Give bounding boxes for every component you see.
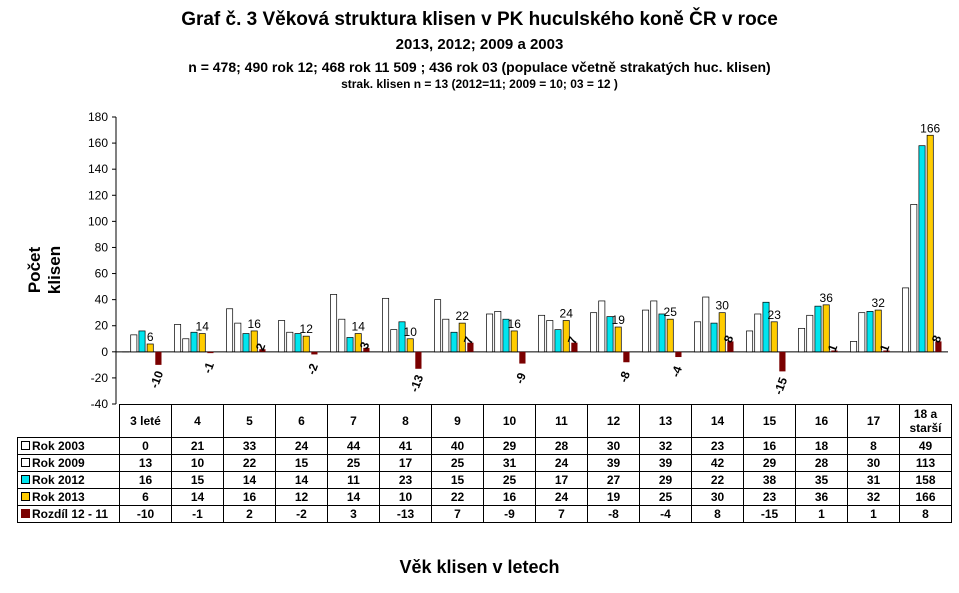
table-cell: 3	[328, 506, 380, 523]
table-row	[18, 506, 952, 523]
data-label-diff: 8	[928, 333, 945, 345]
data-label-2013: 30	[715, 298, 729, 313]
data-label-diff: 7	[564, 334, 581, 346]
bar-rok-2012-10	[659, 314, 665, 352]
data-label-diff: 1	[824, 342, 841, 354]
table-cell: 14	[224, 472, 276, 489]
bar-rozd-l-12-11-7	[519, 352, 525, 364]
table-cell: 8	[900, 506, 952, 523]
table-cell: 41	[380, 438, 432, 455]
table-cell: -8	[588, 506, 640, 523]
y-tick-label: 180	[87, 110, 108, 124]
table-col-header: 11	[536, 405, 588, 438]
table-cell: 39	[588, 455, 640, 472]
table-cell: -10	[120, 506, 172, 523]
data-label-diff: -9	[512, 370, 530, 386]
bar-rok-2003-11	[695, 322, 701, 352]
bar-rok-2003-4	[331, 294, 337, 351]
table-row	[18, 472, 952, 489]
bar-rok-2013-0	[147, 344, 153, 352]
bar-rok-2012-8	[555, 330, 561, 352]
table-cell: 14	[328, 489, 380, 506]
bar-rok-2009-9	[599, 301, 605, 352]
table-cell: 18	[796, 438, 848, 455]
table-cell: 166	[900, 489, 952, 506]
bar-rok-2003-3	[279, 321, 285, 352]
legend-label: Rok 2009	[32, 456, 85, 470]
table-row-label	[18, 506, 120, 523]
table-cell: 12	[276, 489, 328, 506]
table-cell: 32	[848, 489, 900, 506]
bar-rok-2009-6	[443, 319, 449, 352]
y-tick-label: 60	[94, 266, 108, 281]
table-cell: 2	[224, 506, 276, 523]
table-cell: 15	[432, 472, 484, 489]
table-cell: 17	[536, 472, 588, 489]
table-cell: 33	[224, 438, 276, 455]
bar-rok-2009-4	[339, 319, 345, 352]
table-cell: 32	[640, 438, 692, 455]
table-cell: 28	[796, 455, 848, 472]
table-row-label	[18, 438, 120, 455]
data-label-diff: -4	[668, 364, 686, 380]
table-cell: 40	[432, 438, 484, 455]
table-cell: 1	[796, 506, 848, 523]
bar-rok-2009-1	[183, 339, 189, 352]
data-label-2013: 166	[920, 121, 941, 136]
bar-rok-2003-7	[487, 314, 493, 352]
table-cell: 30	[692, 489, 744, 506]
data-label-diff: 8	[720, 333, 737, 345]
table-cell: 31	[484, 455, 536, 472]
table-cell: -1	[172, 506, 224, 523]
table-cell: 23	[744, 489, 796, 506]
bar-rok-2013-11	[719, 313, 725, 352]
bar-rok-2012-0	[139, 331, 145, 352]
bar-rozd-l-12-11-1	[207, 352, 213, 353]
bar-rok-2009-10	[651, 301, 657, 352]
data-label-diff: 2	[252, 341, 269, 353]
table-row-label	[18, 472, 120, 489]
bar-rok-2009-7	[495, 311, 501, 351]
y-tick-label: -40	[90, 397, 108, 411]
table-cell: 113	[900, 455, 952, 472]
table-col-header: 4	[172, 405, 224, 438]
table-cell: -2	[276, 506, 328, 523]
table-cell: 35	[796, 472, 848, 489]
table-cell: 8	[692, 506, 744, 523]
data-label-diff: -8	[616, 369, 634, 385]
data-label-diff: -13	[407, 372, 427, 394]
table-cell: 25	[640, 489, 692, 506]
table-row	[18, 489, 952, 506]
table-cell: 22	[432, 489, 484, 506]
bar-rok-2013-15	[927, 135, 933, 352]
legend-swatch	[21, 475, 30, 484]
table-col-header: 14	[692, 405, 744, 438]
table-col-header: 5	[224, 405, 276, 438]
bar-rok-2009-3	[287, 332, 293, 352]
bar-rozd-l-12-11-12	[779, 352, 785, 372]
table-cell: -9	[484, 506, 536, 523]
table-cell: 17	[380, 455, 432, 472]
table-cell: 25	[484, 472, 536, 489]
table-col-header: 17	[848, 405, 900, 438]
table-cell: 25	[328, 455, 380, 472]
table-cell: 24	[536, 455, 588, 472]
table-col-header: 15	[744, 405, 796, 438]
table-cell: 19	[588, 489, 640, 506]
y-tick-label: 20	[94, 318, 108, 333]
y-tick-label: 140	[87, 162, 108, 177]
table-cell: 28	[536, 438, 588, 455]
bar-rok-2009-12	[755, 314, 761, 352]
chart-title-line1: Graf č. 3 Věková struktura klisen v PK huculského koně ČR v roce	[181, 9, 778, 30]
data-label-2013: 16	[507, 316, 521, 331]
bar-rok-2003-12	[747, 331, 753, 352]
table-cell: 10	[380, 489, 432, 506]
bar-rok-2013-7	[511, 331, 517, 352]
table-cell: 16	[120, 472, 172, 489]
bar-rok-2003-5	[383, 298, 389, 351]
table-cell: 44	[328, 438, 380, 455]
legend-swatch	[21, 441, 30, 450]
bar-rok-2003-15	[903, 288, 909, 352]
bar-rok-2013-9	[615, 327, 621, 352]
data-label-diff: 7	[460, 334, 477, 346]
bar-rok-2012-11	[711, 323, 717, 352]
bar-rok-2003-9	[591, 313, 597, 352]
table-corner	[18, 405, 120, 438]
table-col-header: 8	[380, 405, 432, 438]
table-cell: 7	[536, 506, 588, 523]
bar-rozd-l-12-11-10	[675, 352, 681, 357]
legend-swatch	[21, 458, 30, 467]
data-table	[17, 404, 952, 523]
table-cell: 39	[640, 455, 692, 472]
table-cell: 36	[796, 489, 848, 506]
table-cell: 13	[120, 455, 172, 472]
table-col-header: 18 a starší	[900, 405, 952, 438]
y-tick-label: -20	[90, 370, 108, 385]
table-cell: 29	[484, 438, 536, 455]
table-col-header: 13	[640, 405, 692, 438]
data-label-2013: 14	[195, 319, 209, 334]
bar-rok-2013-1	[199, 334, 205, 352]
table-cell: 15	[172, 472, 224, 489]
table-cell: 16	[224, 489, 276, 506]
bar-rok-2003-2	[227, 309, 233, 352]
legend-swatch	[21, 492, 30, 501]
table-cell: 42	[692, 455, 744, 472]
chart-subtitle-line1: n = 478; 490 rok 12; 468 rok 11 509 ; 436 rok 03 (populace včetně strakatých huc. klisen)	[188, 59, 771, 75]
table-cell: -13	[380, 506, 432, 523]
data-label-2013: 25	[663, 305, 677, 320]
bar-rok-2003-13	[799, 328, 805, 351]
bar-rok-2009-2	[235, 323, 241, 352]
table-row	[18, 455, 952, 472]
table-cell: 22	[224, 455, 276, 472]
table-cell: 16	[744, 438, 796, 455]
bar-rok-2009-8	[547, 321, 553, 352]
table-cell: 25	[432, 455, 484, 472]
table-cell: 16	[484, 489, 536, 506]
table-row-label	[18, 455, 120, 472]
bar-rok-2013-5	[407, 339, 413, 352]
data-label-diff: -10	[147, 368, 167, 391]
data-label-diff: -2	[304, 361, 322, 377]
bar-rok-2013-12	[771, 322, 777, 352]
bar-rok-2009-14	[859, 313, 865, 352]
y-tick-label: 40	[94, 292, 108, 307]
table-cell: 6	[120, 489, 172, 506]
bar-rok-2003-10	[643, 310, 649, 352]
table-cell: 23	[692, 438, 744, 455]
bar-rok-2012-2	[243, 334, 249, 352]
table-cell: 30	[588, 438, 640, 455]
bar-rozd-l-12-11-3	[311, 352, 317, 355]
table-cell: 0	[120, 438, 172, 455]
table-col-header: 6	[276, 405, 328, 438]
table-cell: -15	[744, 506, 796, 523]
y-tick-label: 160	[87, 136, 108, 151]
table-cell: 38	[744, 472, 796, 489]
bar-rok-2009-5	[391, 330, 397, 352]
bar-rok-2012-4	[347, 337, 353, 351]
legend-label: Rozdíl 12 - 11	[32, 507, 109, 521]
bar-rok-2012-6	[451, 332, 457, 352]
bar-rok-2009-13	[807, 315, 813, 352]
bar-rok-2003-8	[539, 315, 545, 352]
table-cell: 21	[172, 438, 224, 455]
table-cell: 24	[276, 438, 328, 455]
table-cell: 14	[276, 472, 328, 489]
bar-rok-2013-3	[303, 336, 309, 352]
data-label-diff: -1	[200, 360, 218, 376]
bar-rok-2012-15	[919, 146, 925, 352]
bar-rok-2003-14	[851, 341, 857, 351]
bar-rok-2009-0	[131, 335, 137, 352]
y-tick-label: 80	[94, 240, 108, 255]
table-cell: 29	[640, 472, 692, 489]
data-label-2013: 24	[559, 306, 573, 321]
data-label-2013: 23	[767, 307, 781, 322]
data-label-diff: 3	[356, 340, 373, 352]
legend-label: Rok 2012	[32, 473, 85, 487]
bar-rok-2012-3	[295, 334, 301, 352]
legend-label: Rok 2003	[32, 439, 85, 453]
table-cell: 15	[276, 455, 328, 472]
table-col-header: 16	[796, 405, 848, 438]
x-axis-label: Věk klisen v letech	[399, 557, 560, 577]
table-cell: 49	[900, 438, 952, 455]
table-cell: 1	[848, 506, 900, 523]
table-cell: 30	[848, 455, 900, 472]
y-tick-label: 100	[87, 214, 108, 229]
data-label-2013: 12	[299, 322, 313, 337]
y-tick-label: 0	[101, 344, 108, 359]
data-label-2013: 32	[871, 296, 885, 311]
table-cell: 14	[172, 489, 224, 506]
data-label-2013: 19	[611, 313, 625, 328]
table-cell: 31	[848, 472, 900, 489]
legend-swatch	[21, 509, 30, 518]
data-label-diff: -15	[771, 375, 791, 397]
table-cell: 23	[380, 472, 432, 489]
data-label-2013: 36	[819, 290, 833, 305]
table-cell: -4	[640, 506, 692, 523]
table-cell: 24	[536, 489, 588, 506]
data-label-diff: 1	[876, 342, 893, 354]
bar-rok-2012-13	[815, 306, 821, 352]
table-cell: 158	[900, 472, 952, 489]
legend-label: Rok 2013	[32, 490, 85, 504]
y-tick-label: 120	[87, 188, 108, 203]
bar-rok-2009-11	[703, 297, 709, 352]
table-cell: 29	[744, 455, 796, 472]
bar-rozd-l-12-11-5	[415, 352, 421, 369]
table-row-label	[18, 489, 120, 506]
bar-rok-2003-1	[175, 324, 181, 351]
table-col-header: 3 leté	[120, 405, 172, 438]
table-col-header: 10	[484, 405, 536, 438]
bar-rozd-l-12-11-9	[623, 352, 629, 362]
table-cell: 22	[692, 472, 744, 489]
bar-rok-2012-14	[867, 311, 873, 351]
bar-rozd-l-12-11-0	[155, 352, 161, 365]
data-label-2013: 16	[247, 316, 261, 331]
bar-rok-2009-15	[911, 204, 917, 351]
data-label-2013: 14	[351, 319, 365, 334]
y-axis-label: Počet klisen	[25, 245, 64, 295]
chart-title-line2: 2013, 2012; 2009 a 2003	[395, 36, 564, 53]
data-label-2013: 22	[455, 309, 469, 324]
table-cell: 27	[588, 472, 640, 489]
table-row	[18, 438, 952, 455]
table-col-header: 7	[328, 405, 380, 438]
bar-rok-2013-10	[667, 319, 673, 352]
chart-subtitle-line2: strak. klisen n = 13 (2012=11; 2009 = 10; 03 = 12 )	[341, 77, 618, 91]
bar-rok-2003-6	[435, 300, 441, 352]
table-col-header: 9	[432, 405, 484, 438]
table-col-header: 12	[588, 405, 640, 438]
table-cell: 10	[172, 455, 224, 472]
table-cell: 7	[432, 506, 484, 523]
data-label-2013: 10	[403, 324, 417, 339]
data-label-2013: 6	[146, 329, 154, 344]
bar-rok-2012-1	[191, 332, 197, 352]
table-cell: 11	[328, 472, 380, 489]
table-cell: 8	[848, 438, 900, 455]
